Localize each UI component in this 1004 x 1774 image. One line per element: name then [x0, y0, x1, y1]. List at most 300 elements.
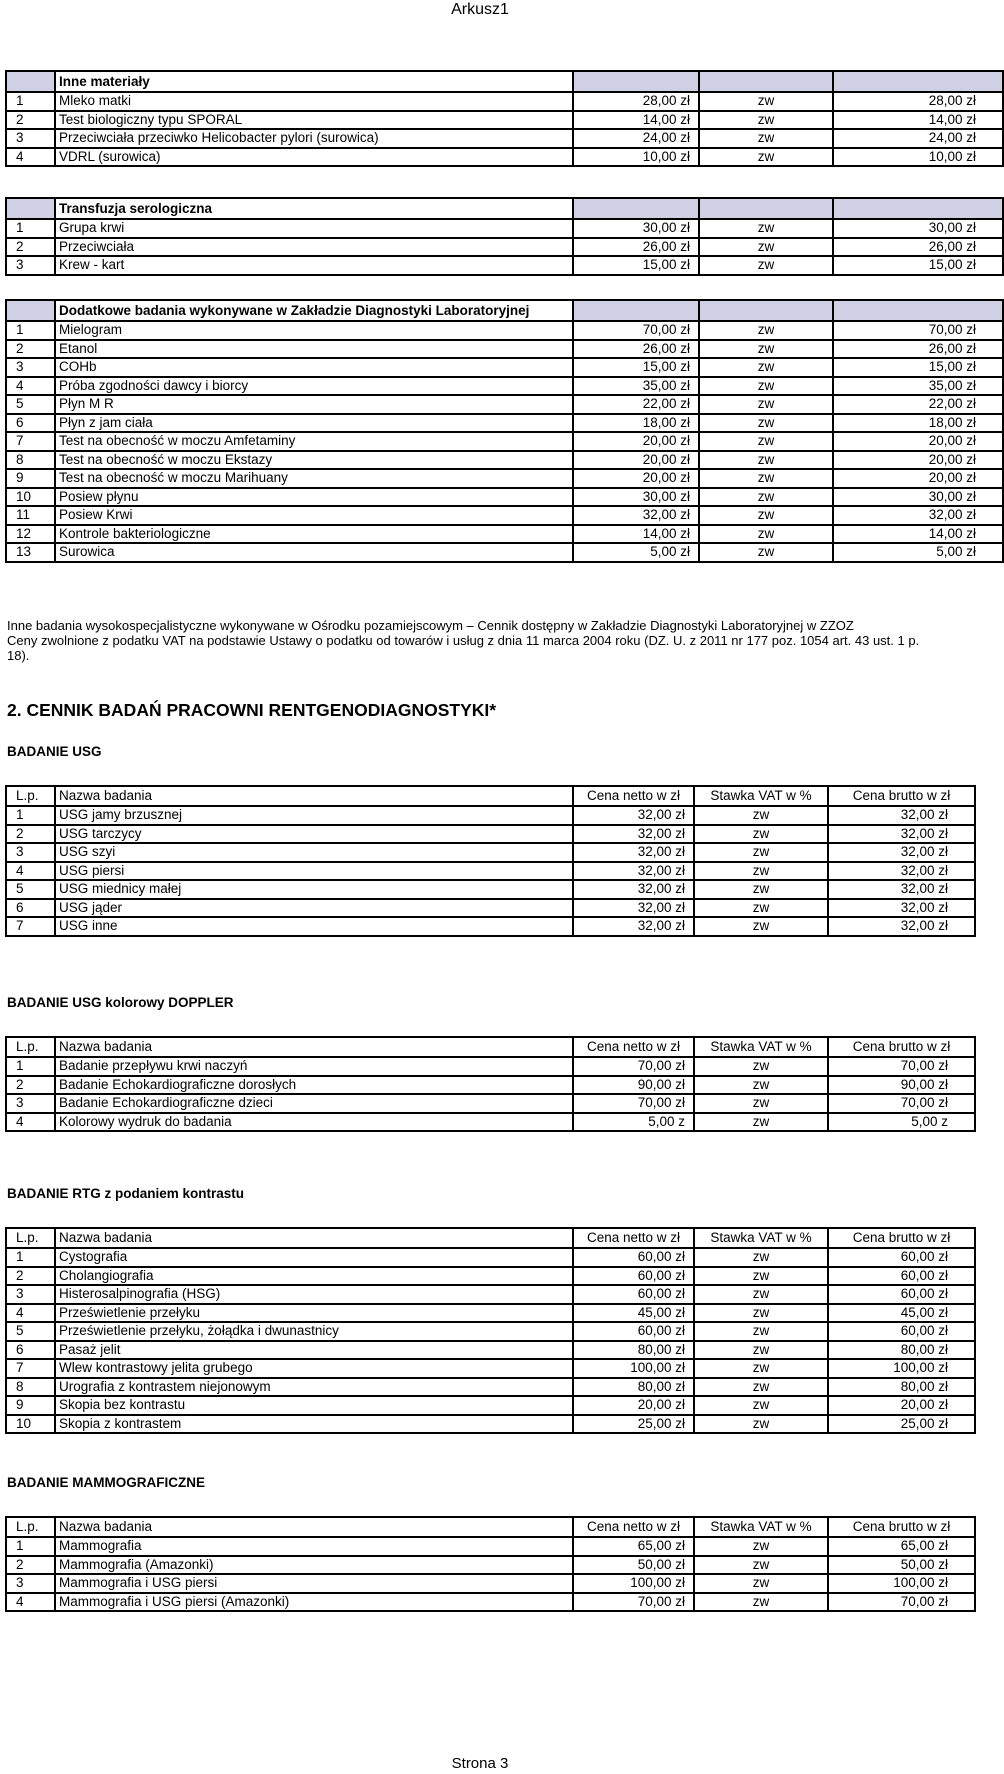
row-vat: zw: [694, 862, 828, 881]
row-vat: zw: [694, 1574, 828, 1593]
table-row: [6, 358, 1003, 377]
row-net-price: 90,00 zł: [573, 1076, 694, 1095]
col-net: Cena netto w zł: [573, 1037, 694, 1057]
row-lp: 1: [6, 1537, 55, 1556]
row-lp: 1: [6, 806, 55, 825]
row-net-price: 80,00 zł: [573, 1341, 694, 1360]
row-vat: zw: [699, 451, 833, 470]
row-net-price: 32,00 zł: [573, 880, 694, 899]
row-name: USG jamy brzusznej: [55, 806, 573, 825]
row-lp: 2: [6, 340, 55, 359]
row-gross-price: 60,00 zł: [828, 1285, 975, 1304]
row-name: Przeciwciała: [55, 238, 573, 257]
section-header-row: [6, 198, 1003, 219]
row-vat: zw: [694, 1556, 828, 1575]
note-vat-exemption: Ceny zwolnione z podatku VAT na podstawie Ustawy o podatku od towarów i usług z dnia 11 marca 2004 roku (DZ. U. z 2011 nr 177 poz. 1054 art. 43 ust. 1 p.: [7, 633, 920, 648]
row-vat: zw: [699, 432, 833, 451]
row-vat: zw: [694, 843, 828, 862]
table-dodatkowe-badania: [5, 299, 1004, 563]
table-row: [6, 1359, 975, 1378]
table-row: [6, 1322, 975, 1341]
section-header-row: [6, 300, 1003, 321]
row-lp: 9: [6, 1396, 55, 1415]
row-name: Test na obecność w moczu Marihuany: [55, 469, 573, 488]
row-net-price: 5,00 zł: [573, 543, 699, 562]
row-vat: zw: [699, 256, 833, 275]
row-vat: zw: [699, 395, 833, 414]
row-name: Mammografia i USG piersi: [55, 1574, 573, 1593]
row-net-price: 32,00 zł: [573, 843, 694, 862]
table-row: [6, 880, 975, 899]
row-gross-price: 15,00 zł: [833, 358, 1003, 377]
table-row: [6, 1094, 975, 1113]
note-other-tests: Inne badania wysokospecjalistyczne wykonywane w Ośrodku pozamiejscowym – Cennik dostępny w Zakładzie Diagnostyki Laboratoryjnej w ZZOZ: [7, 618, 854, 633]
row-net-price: 28,00 zł: [573, 92, 699, 111]
col-vat: Stawka VAT w %: [694, 1037, 828, 1057]
row-net-price: 10,00 zł: [573, 148, 699, 167]
row-vat: zw: [694, 1396, 828, 1415]
row-name: Mammografia: [55, 1537, 573, 1556]
row-net-price: 35,00 zł: [573, 377, 699, 396]
row-lp: 2: [6, 1556, 55, 1575]
row-gross-price: 60,00 zł: [828, 1267, 975, 1286]
row-name: Test na obecność w moczu Amfetaminy: [55, 432, 573, 451]
row-name: USG inne: [55, 917, 573, 936]
column-header-row: [6, 1517, 975, 1537]
row-lp: 3: [6, 1094, 55, 1113]
section-title: Inne materiały: [55, 71, 573, 92]
row-lp: 9: [6, 469, 55, 488]
row-vat: zw: [694, 1113, 828, 1132]
row-name: Mielogram: [55, 321, 573, 340]
row-vat: zw: [699, 469, 833, 488]
row-gross-price: 32,00 zł: [828, 917, 975, 936]
row-vat: zw: [694, 1593, 828, 1612]
row-net-price: 22,00 zł: [573, 395, 699, 414]
row-gross-price: 100,00 zł: [828, 1574, 975, 1593]
row-vat: zw: [694, 1267, 828, 1286]
row-name: USG tarczycy: [55, 825, 573, 844]
table-row: [6, 395, 1003, 414]
row-net-price: 20,00 zł: [573, 432, 699, 451]
col-lp: L.p.: [6, 1517, 55, 1537]
row-net-price: 32,00 zł: [573, 862, 694, 881]
section-title-rentgen: 2. CENNIK BADAŃ PRACOWNI RENTGENODIAGNOSTYKI*: [7, 700, 497, 720]
row-net-price: 18,00 zł: [573, 414, 699, 433]
col-gross: Cena brutto w zł: [828, 1517, 975, 1537]
row-name: Surowica: [55, 543, 573, 562]
row-gross-price: 80,00 zł: [828, 1378, 975, 1397]
row-vat: zw: [694, 1322, 828, 1341]
row-lp: 4: [6, 148, 55, 167]
row-vat: zw: [699, 525, 833, 544]
table-row: [6, 1396, 975, 1415]
row-name: Krew - kart: [55, 256, 573, 275]
row-lp: 1: [6, 219, 55, 238]
row-vat: zw: [694, 1304, 828, 1323]
row-lp: 4: [6, 1593, 55, 1612]
row-lp: 1: [6, 92, 55, 111]
row-gross-price: 90,00 zł: [828, 1076, 975, 1095]
table-row: [6, 219, 1003, 238]
row-gross-price: 20,00 zł: [833, 469, 1003, 488]
row-name: Mleko matki: [55, 92, 573, 111]
row-lp: 5: [6, 395, 55, 414]
row-name: Badanie przepływu krwi naczyń: [55, 1057, 573, 1076]
heading-badanie-usg: BADANIE USG: [7, 744, 102, 759]
row-lp: 5: [6, 880, 55, 899]
table-row: [6, 506, 1003, 525]
table-row: [6, 469, 1003, 488]
table-inne-materialy: [5, 70, 1004, 167]
row-lp: 4: [6, 862, 55, 881]
row-name: Cholangiografia: [55, 1267, 573, 1286]
row-name: Kontrole bakteriologiczne: [55, 525, 573, 544]
heading-usg-doppler: BADANIE USG kolorowy DOPPLER: [7, 995, 234, 1010]
row-lp: 7: [6, 432, 55, 451]
row-net-price: 15,00 zł: [573, 358, 699, 377]
table-row: [6, 1537, 975, 1556]
row-lp: 1: [6, 1057, 55, 1076]
table-row: [6, 129, 1003, 148]
row-name: Etanol: [55, 340, 573, 359]
table-row: [6, 1341, 975, 1360]
row-lp: 7: [6, 1359, 55, 1378]
row-vat: zw: [699, 111, 833, 130]
row-name: Grupa krwi: [55, 219, 573, 238]
row-net-price: 24,00 zł: [573, 129, 699, 148]
row-lp: 3: [6, 358, 55, 377]
row-name: USG jąder: [55, 899, 573, 918]
row-vat: zw: [694, 825, 828, 844]
row-name: Wlew kontrastowy jelita grubego: [55, 1359, 573, 1378]
row-vat: zw: [699, 148, 833, 167]
row-lp: 3: [6, 1574, 55, 1593]
row-lp: 2: [6, 1076, 55, 1095]
row-name: USG piersi: [55, 862, 573, 881]
row-vat: zw: [699, 358, 833, 377]
row-gross-price: 26,00 zł: [833, 238, 1003, 257]
table-row: [6, 1248, 975, 1267]
row-name: Kolorowy wydruk do badania: [55, 1113, 573, 1132]
row-net-price: 15,00 zł: [573, 256, 699, 275]
table-row: [6, 321, 1003, 340]
table-row: [6, 917, 975, 936]
row-net-price: 30,00 zł: [573, 488, 699, 507]
row-name: Posiew Krwi: [55, 506, 573, 525]
row-vat: zw: [694, 1076, 828, 1095]
column-header-row: [6, 786, 975, 806]
table-row: [6, 414, 1003, 433]
row-vat: zw: [699, 414, 833, 433]
col-vat: Stawka VAT w %: [694, 1228, 828, 1248]
row-gross-price: 60,00 zł: [828, 1248, 975, 1267]
row-gross-price: 15,00 zł: [833, 256, 1003, 275]
table-body: [6, 806, 975, 936]
row-vat: zw: [694, 899, 828, 918]
col-net: Cena netto w zł: [573, 786, 694, 806]
table-row: [6, 111, 1003, 130]
row-name: Prześwietlenie przełyku: [55, 1304, 573, 1323]
row-gross-price: 30,00 zł: [833, 488, 1003, 507]
row-lp: 3: [6, 129, 55, 148]
row-vat: zw: [699, 238, 833, 257]
column-header-row: [6, 1037, 975, 1057]
row-lp: 2: [6, 1267, 55, 1286]
row-name: COHb: [55, 358, 573, 377]
row-vat: zw: [699, 543, 833, 562]
row-lp: 3: [6, 256, 55, 275]
row-net-price: 60,00 zł: [573, 1248, 694, 1267]
row-gross-price: 14,00 zł: [833, 111, 1003, 130]
row-gross-price: 24,00 zł: [833, 129, 1003, 148]
row-vat: zw: [694, 1341, 828, 1360]
col-gross: Cena brutto w zł: [828, 786, 975, 806]
row-name: Prześwietlenie przełyku, żołądka i dwunastnicy: [55, 1322, 573, 1341]
row-net-price: 25,00 zł: [573, 1415, 694, 1434]
table-usg: [5, 785, 976, 937]
table-row: [6, 377, 1003, 396]
row-net-price: 5,00 z: [573, 1113, 694, 1132]
table-row: [6, 488, 1003, 507]
heading-mammografia: BADANIE MAMMOGRAFICZNE: [7, 1475, 205, 1490]
table-row: [6, 899, 975, 918]
row-lp: 8: [6, 451, 55, 470]
row-net-price: 100,00 zł: [573, 1359, 694, 1378]
row-lp: 6: [6, 899, 55, 918]
row-gross-price: 26,00 zł: [833, 340, 1003, 359]
row-net-price: 26,00 zł: [573, 340, 699, 359]
row-vat: zw: [694, 917, 828, 936]
table-row: [6, 1113, 975, 1132]
row-gross-price: 32,00 zł: [828, 899, 975, 918]
row-net-price: 70,00 zł: [573, 1057, 694, 1076]
row-name: Skopia bez kontrastu: [55, 1396, 573, 1415]
table-body: [6, 1537, 975, 1611]
row-lp: 4: [6, 1304, 55, 1323]
row-name: Próba zgodności dawcy i biorcy: [55, 377, 573, 396]
row-vat: zw: [694, 1537, 828, 1556]
section-title: Dodatkowe badania wykonywane w Zakładzie Diagnostyki Laboratoryjnej: [55, 300, 573, 321]
table-mammografia: [5, 1516, 976, 1612]
row-net-price: 60,00 zł: [573, 1267, 694, 1286]
row-lp: 8: [6, 1378, 55, 1397]
row-gross-price: 80,00 zł: [828, 1341, 975, 1360]
row-lp: 6: [6, 414, 55, 433]
row-name: VDRL (surowica): [55, 148, 573, 167]
row-vat: zw: [694, 1415, 828, 1434]
row-net-price: 32,00 zł: [573, 506, 699, 525]
row-name: Histerosalpinografia (HSG): [55, 1285, 573, 1304]
row-gross-price: 30,00 zł: [833, 219, 1003, 238]
row-gross-price: 65,00 zł: [828, 1537, 975, 1556]
row-net-price: 70,00 zł: [573, 321, 699, 340]
col-gross: Cena brutto w zł: [828, 1037, 975, 1057]
row-vat: zw: [694, 1285, 828, 1304]
row-net-price: 65,00 zł: [573, 1537, 694, 1556]
col-gross: Cena brutto w zł: [828, 1228, 975, 1248]
row-name: Cystografia: [55, 1248, 573, 1267]
row-name: Test biologiczny typu SPORAL: [55, 111, 573, 130]
row-gross-price: 100,00 zł: [828, 1359, 975, 1378]
row-lp: 10: [6, 1415, 55, 1434]
row-name: Pasaż jelit: [55, 1341, 573, 1360]
row-net-price: 14,00 zł: [573, 525, 699, 544]
row-vat: zw: [699, 321, 833, 340]
table-body: [6, 92, 1003, 166]
row-gross-price: 20,00 zł: [833, 432, 1003, 451]
row-net-price: 26,00 zł: [573, 238, 699, 257]
row-vat: zw: [694, 1094, 828, 1113]
row-gross-price: 70,00 zł: [833, 321, 1003, 340]
table-row: [6, 1415, 975, 1434]
row-net-price: 45,00 zł: [573, 1304, 694, 1323]
row-vat: zw: [694, 1378, 828, 1397]
row-gross-price: 18,00 zł: [833, 414, 1003, 433]
row-lp: 10: [6, 488, 55, 507]
column-header-row: [6, 1228, 975, 1248]
row-gross-price: 32,00 zł: [828, 806, 975, 825]
row-lp: 13: [6, 543, 55, 562]
row-gross-price: 32,00 zł: [833, 506, 1003, 525]
row-name: Posiew płynu: [55, 488, 573, 507]
row-vat: zw: [699, 506, 833, 525]
col-name: Nazwa badania: [55, 1037, 573, 1057]
row-gross-price: 32,00 zł: [828, 825, 975, 844]
table-row: [6, 1285, 975, 1304]
row-net-price: 50,00 zł: [573, 1556, 694, 1575]
row-gross-price: 70,00 zł: [828, 1593, 975, 1612]
row-net-price: 32,00 zł: [573, 899, 694, 918]
row-vat: zw: [699, 340, 833, 359]
row-net-price: 70,00 zł: [573, 1593, 694, 1612]
row-net-price: 20,00 zł: [573, 1396, 694, 1415]
row-gross-price: 14,00 zł: [833, 525, 1003, 544]
table-row: [6, 1593, 975, 1612]
row-gross-price: 32,00 zł: [828, 862, 975, 881]
row-lp: 3: [6, 1285, 55, 1304]
table-row: [6, 862, 975, 881]
table-row: [6, 543, 1003, 562]
row-name: Test na obecność w moczu Ekstazy: [55, 451, 573, 470]
row-vat: zw: [694, 806, 828, 825]
col-vat: Stawka VAT w %: [694, 786, 828, 806]
row-name: Płyn z jam ciała: [55, 414, 573, 433]
col-net: Cena netto w zł: [573, 1228, 694, 1248]
table-body: [6, 219, 1003, 275]
row-gross-price: 5,00 z: [828, 1113, 975, 1132]
col-name: Nazwa badania: [55, 786, 573, 806]
col-net: Cena netto w zł: [573, 1517, 694, 1537]
table-transfuzja-serologiczna: [5, 197, 1004, 276]
row-gross-price: 50,00 zł: [828, 1556, 975, 1575]
table-row: [6, 1378, 975, 1397]
row-net-price: 30,00 zł: [573, 219, 699, 238]
row-lp: 4: [6, 377, 55, 396]
row-net-price: 14,00 zł: [573, 111, 699, 130]
table-row: [6, 340, 1003, 359]
page-number: Strona 3: [451, 1755, 509, 1772]
row-gross-price: 20,00 zł: [833, 451, 1003, 470]
row-vat: zw: [694, 880, 828, 899]
section-title: Transfuzja serologiczna: [55, 198, 573, 219]
row-net-price: 32,00 zł: [573, 917, 694, 936]
note-vat-exemption-cont: 18).: [7, 648, 30, 663]
row-gross-price: 32,00 zł: [828, 880, 975, 899]
row-name: Skopia z kontrastem: [55, 1415, 573, 1434]
row-name: Mammografia i USG piersi (Amazonki): [55, 1593, 573, 1612]
table-row: [6, 432, 1003, 451]
col-name: Nazwa badania: [55, 1228, 573, 1248]
row-vat: zw: [694, 1359, 828, 1378]
row-name: USG miednicy małej: [55, 880, 573, 899]
section-header-row: [6, 71, 1003, 92]
heading-rtg-kontrast: BADANIE RTG z podaniem kontrastu: [7, 1186, 245, 1201]
row-vat: zw: [694, 1057, 828, 1076]
table-row: [6, 806, 975, 825]
col-lp: L.p.: [6, 1228, 55, 1248]
row-lp: 12: [6, 525, 55, 544]
row-gross-price: 45,00 zł: [828, 1304, 975, 1323]
row-lp: 7: [6, 917, 55, 936]
row-lp: 3: [6, 843, 55, 862]
table-row: [6, 148, 1003, 167]
row-gross-price: 22,00 zł: [833, 395, 1003, 414]
row-lp: 6: [6, 1341, 55, 1360]
row-name: Urografia z kontrastem niejonowym: [55, 1378, 573, 1397]
table-row: [6, 1267, 975, 1286]
row-vat: zw: [694, 1248, 828, 1267]
table-row: [6, 238, 1003, 257]
row-lp: 2: [6, 111, 55, 130]
table-rtg: [5, 1227, 976, 1434]
row-lp: 1: [6, 321, 55, 340]
row-lp: 2: [6, 825, 55, 844]
table-row: [6, 256, 1003, 275]
row-net-price: 20,00 zł: [573, 451, 699, 470]
row-vat: zw: [699, 92, 833, 111]
row-gross-price: 10,00 zł: [833, 148, 1003, 167]
table-row: [6, 1076, 975, 1095]
row-gross-price: 5,00 zł: [833, 543, 1003, 562]
row-net-price: 20,00 zł: [573, 469, 699, 488]
row-gross-price: 60,00 zł: [828, 1322, 975, 1341]
row-gross-price: 70,00 zł: [828, 1057, 975, 1076]
col-lp: L.p.: [6, 786, 55, 806]
row-name: USG szyi: [55, 843, 573, 862]
row-name: Mammografia (Amazonki): [55, 1556, 573, 1575]
col-lp: L.p.: [6, 1037, 55, 1057]
row-net-price: 32,00 zł: [573, 806, 694, 825]
table-row: [6, 451, 1003, 470]
col-vat: Stawka VAT w %: [694, 1517, 828, 1537]
row-name: Przeciwciała przeciwko Helicobacter pylori (surowica): [55, 129, 573, 148]
table-row: [6, 1304, 975, 1323]
row-lp: 2: [6, 238, 55, 257]
row-net-price: 60,00 zł: [573, 1285, 694, 1304]
row-name: Badanie Echokardiograficzne dorosłych: [55, 1076, 573, 1095]
table-row: [6, 825, 975, 844]
row-lp: 11: [6, 506, 55, 525]
table-body: [6, 1248, 975, 1433]
table-doppler: [5, 1036, 976, 1132]
row-vat: zw: [699, 488, 833, 507]
row-gross-price: 35,00 zł: [833, 377, 1003, 396]
row-vat: zw: [699, 129, 833, 148]
row-net-price: 60,00 zł: [573, 1322, 694, 1341]
row-gross-price: 20,00 zł: [828, 1396, 975, 1415]
row-gross-price: 32,00 zł: [828, 843, 975, 862]
